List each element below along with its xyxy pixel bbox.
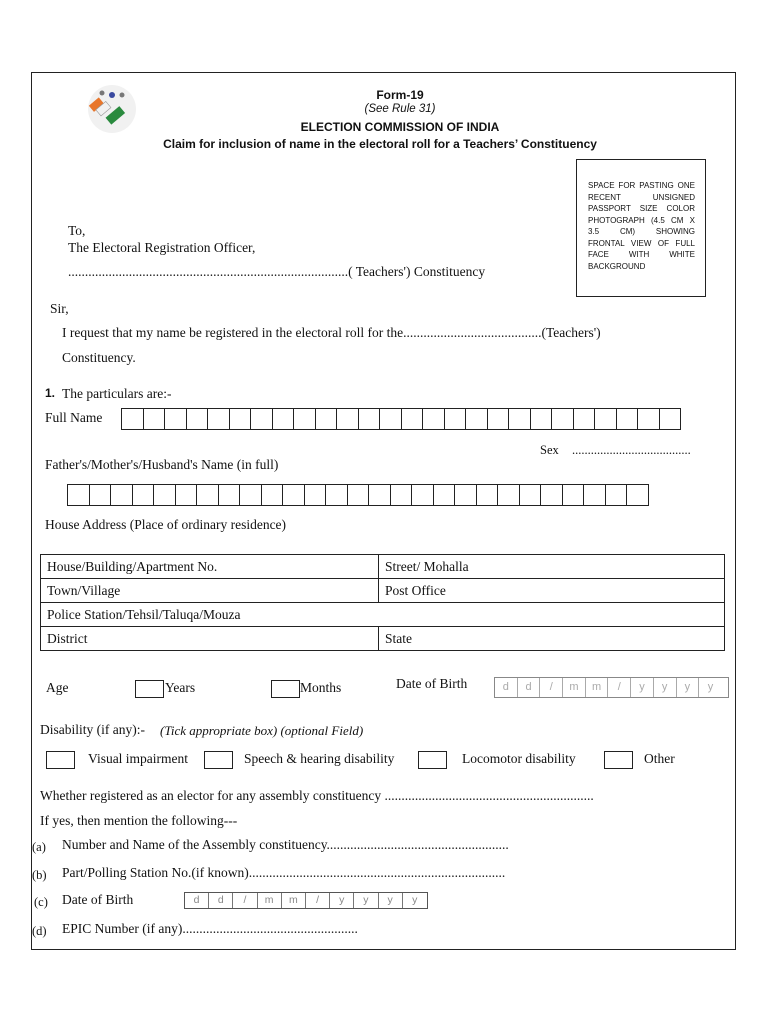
char-box[interactable] [605,484,628,506]
years-label: Years [165,680,196,695]
dob-cell[interactable]: d [518,678,541,697]
char-box[interactable] [250,408,273,430]
char-box[interactable] [110,484,133,506]
char-box[interactable] [186,408,209,430]
char-box[interactable] [476,484,499,506]
char-box[interactable] [153,484,176,506]
full-name-boxes[interactable] [121,408,680,430]
request-end: Constituency. [62,350,136,365]
age-label: Age [46,680,69,695]
house-address-label: House Address (Place of ordinary residence) [45,517,287,532]
visual-impairment-checkbox[interactable] [46,751,75,769]
if-yes-label: If yes, then mention the following--- [40,813,238,828]
to-label: To, [68,223,86,238]
char-box[interactable] [207,408,230,430]
post-office-cell[interactable]: Post Office [379,579,725,603]
char-box[interactable] [379,408,402,430]
char-box[interactable] [487,408,510,430]
char-box[interactable] [143,408,166,430]
item-c-text: Date of Birth [62,892,134,907]
char-box[interactable] [422,408,445,430]
char-box[interactable] [121,408,144,430]
char-box[interactable] [497,484,520,506]
form-authority: ELECTION COMMISSION OF INDIA [300,120,500,134]
item-a-marker: (a) [32,840,46,854]
char-box[interactable] [282,484,305,506]
particulars-number: 1. [45,386,56,400]
char-box[interactable] [411,484,434,506]
town-cell[interactable]: Town/Village [41,579,379,603]
char-box[interactable] [336,408,359,430]
dob-cell[interactable]: y [631,678,654,697]
dob-cell[interactable]: y [354,893,378,908]
dob-cell[interactable]: y [654,678,677,697]
dob-cell[interactable]: / [233,893,257,908]
char-box[interactable] [67,484,90,506]
dob-cell[interactable]: y [412,894,418,906]
state-cell[interactable]: State [379,627,725,651]
dob-cell[interactable]: m [563,678,586,697]
item-b-marker: (b) [32,868,47,882]
char-box[interactable] [573,408,596,430]
house-cell[interactable]: House/Building/Apartment No. [41,555,379,579]
char-box[interactable] [132,484,155,506]
dob-cell[interactable]: / [608,678,631,697]
item-c-marker: (c) [34,895,48,909]
dob-cell[interactable]: d [185,893,209,908]
dob-cell[interactable]: / [306,893,330,908]
char-box[interactable] [401,408,424,430]
char-box[interactable] [347,484,370,506]
salutation: Sir, [50,301,69,316]
char-box[interactable] [465,408,488,430]
disability-hint: (Tick appropriate box) (optional Field) [160,723,364,738]
locomotor-label: Locomotor disability [462,751,576,766]
char-box[interactable] [325,484,348,506]
char-box[interactable] [540,484,563,506]
item-d-marker: (d) [32,924,47,938]
char-box[interactable] [444,408,467,430]
form-rule: (See Rule 31) [364,103,436,115]
char-box[interactable] [304,484,327,506]
disability-label: Disability (if any):- [40,722,145,737]
age-months-box[interactable] [271,680,300,698]
dob-cell[interactable]: y [330,893,354,908]
full-name-label: Full Name [45,410,103,425]
char-box[interactable] [454,484,477,506]
char-box[interactable] [261,484,284,506]
locomotor-checkbox[interactable] [418,751,447,769]
char-box[interactable] [358,408,381,430]
constituency-line: ...................................................................................( Teachers') Constituency [68,264,486,279]
dob-cell[interactable]: / [540,678,563,697]
char-box[interactable] [626,484,649,506]
char-box[interactable] [293,408,316,430]
char-box[interactable] [368,484,391,506]
item-b-text: Part/Polling Station No.(if known)............................................................................ [62,865,506,880]
months-label: Months [300,680,342,695]
dob-cell[interactable]: m [282,893,306,908]
char-box[interactable] [315,408,338,430]
dob-cell[interactable]: y [379,893,403,908]
dob-cell[interactable]: m [258,893,282,908]
char-box[interactable] [562,484,585,506]
age-years-box[interactable] [135,680,164,698]
dob-cell[interactable]: y [707,681,714,693]
char-box[interactable] [433,484,456,506]
char-box[interactable] [390,484,413,506]
dob-cell[interactable]: d [209,893,233,908]
speech-hearing-label: Speech & hearing disability [244,751,395,766]
dob-cell[interactable]: d [495,678,518,697]
char-box[interactable] [508,408,531,430]
other-label: Other [644,751,675,766]
char-box[interactable] [583,484,606,506]
char-box[interactable] [229,408,252,430]
election-commission-logo [82,83,142,135]
parent-name-boxes[interactable] [67,484,648,506]
char-box[interactable] [89,484,112,506]
char-box[interactable] [519,484,542,506]
char-box[interactable] [218,484,241,506]
char-box[interactable] [659,408,682,430]
address-table [40,554,725,651]
char-box[interactable] [637,408,660,430]
char-box[interactable] [551,408,574,430]
char-box[interactable] [272,408,295,430]
assembly-question: Whether registered as an elector for any assembly constituency .............................................................. [40,788,594,803]
dob-cell[interactable]: m [586,678,609,697]
char-box[interactable] [616,408,639,430]
particulars-heading: The particulars are:- [62,386,172,401]
officer-label: The Electoral Registration Officer, [68,240,256,255]
dob-field[interactable] [494,677,729,698]
item-d-text: EPIC Number (if any).................................................... [62,921,358,936]
item-a-text: Number and Name of the Assembly constituency...................................................... [62,837,509,852]
dob-label: Date of Birth [396,676,468,691]
photo-space[interactable]: SPACE FOR PASTING ONE RECENT UNSIGNED PASSPORT SIZE COLOR PHOTOGRAPH (4.5 CM X 3.5 CM) SHOWING FRONTAL VIEW OF FULL FACE WITH WHITE BACKGROUND [576,159,706,297]
street-cell[interactable]: Street/ Mohalla [379,555,725,579]
char-box[interactable] [239,484,262,506]
char-box[interactable] [175,484,198,506]
char-box[interactable] [164,408,187,430]
speech-hearing-checkbox[interactable] [204,751,233,769]
sex-field[interactable]: ...................................... [572,443,691,457]
other-checkbox[interactable] [604,751,633,769]
char-box[interactable] [530,408,553,430]
visual-impairment-label: Visual impairment [88,751,189,766]
police-station-cell[interactable]: Police Station/Tehsil/Taluqa/Mouza [41,603,725,627]
form-number: Form-19 [376,88,424,102]
assembly-dob-field[interactable] [184,892,428,909]
request-text: I request that my name be registered in the electoral roll for the.........................................(Teachers') [62,325,601,340]
district-cell[interactable]: District [41,627,379,651]
dob-cell[interactable]: y [677,678,700,697]
form-subject: Claim for inclusion of name in the electoral roll for a Teachers’ Constituency [163,137,597,151]
char-box[interactable] [594,408,617,430]
parent-name-label: Father's/Mother's/Husband's Name (in full) [45,457,279,472]
char-box[interactable] [196,484,219,506]
sex-label: Sex [540,443,559,457]
